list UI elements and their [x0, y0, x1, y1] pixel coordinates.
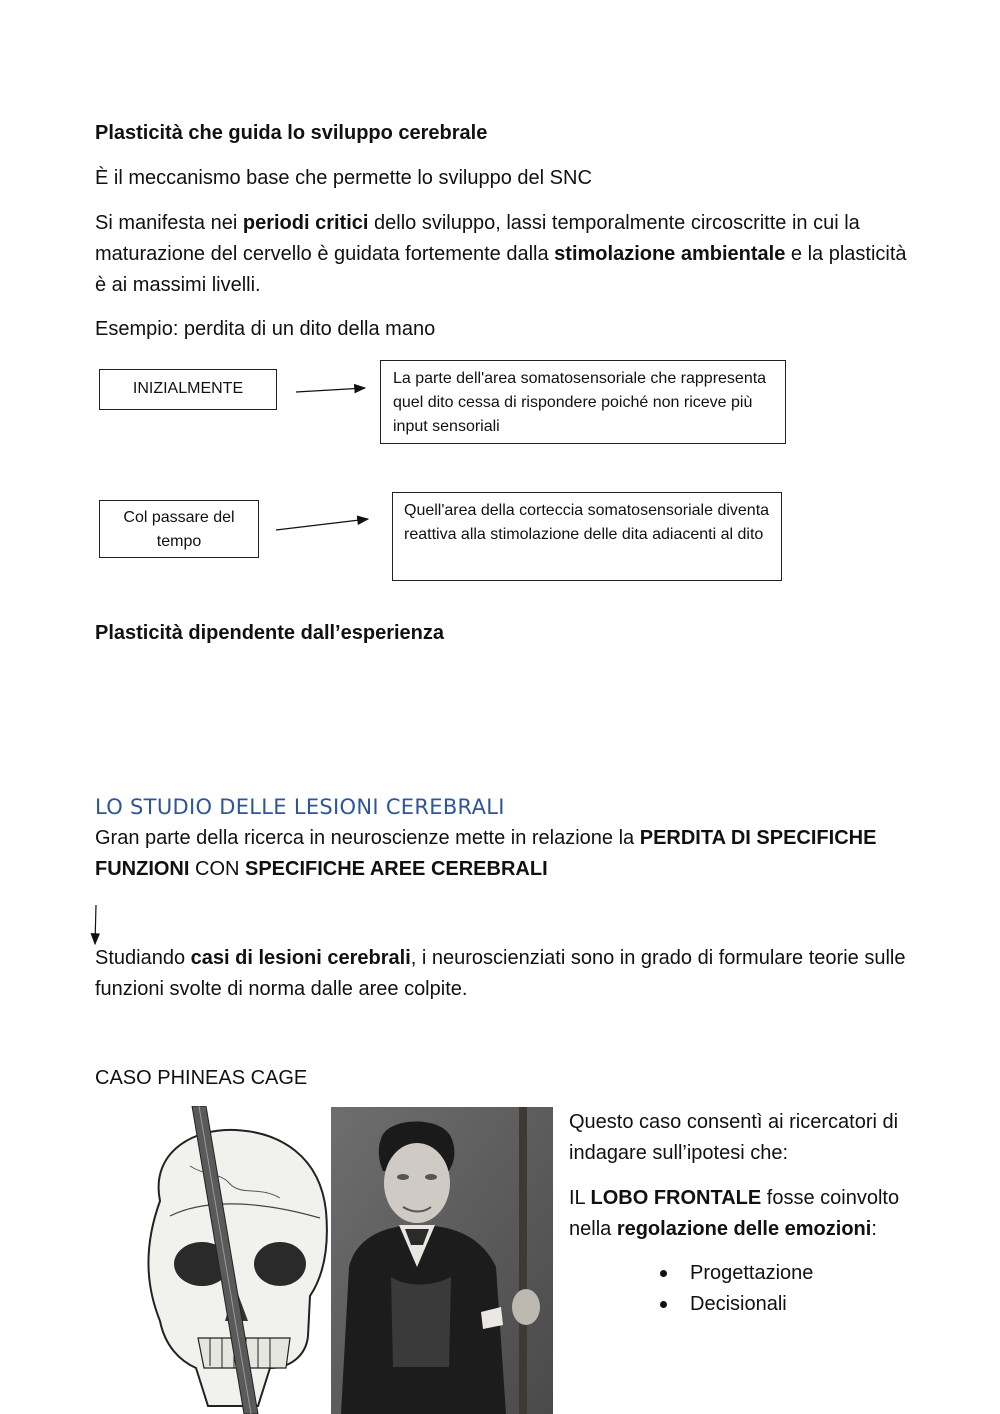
phineas-portrait-photo	[331, 1107, 553, 1414]
case-paragraph-hypothesis: Questo caso consentì ai ricercatori di indagare sull’ipotesi che:	[569, 1111, 899, 1164]
arrow-right-2	[276, 519, 368, 530]
case-bullet-list	[660, 1258, 813, 1320]
diagram-box-over-time: Col passare del tempo	[99, 500, 259, 558]
section-title-brain-lesions: LO STUDIO DELLE LESIONI CEREBRALI	[95, 795, 505, 819]
paragraph-critical-periods: Si manifesta nei periodi critici dello sviluppo, lassi temporalmente circoscritte in cui la maturazione del cervello è guidata fortemente dalla stimolazione ambientale e la plasticità è ai massimi livelli.	[95, 212, 907, 296]
case-paragraph-frontal-lobe: IL LOBO FRONTALE fosse coinvolto nella regolazione delle emozioni:	[569, 1187, 900, 1240]
paragraph-lesion-studies: Studiando casi di lesioni cerebrali, i neuroscienziati sono in grado di formulare teorie sulle funzioni svolte di norma dalle aree colpite.	[95, 947, 906, 1000]
skull-illustration	[130, 1106, 330, 1414]
diagram-box-area-reactive: Quell'area della corteccia somatosensoriale diventa reattiva alla stimolazione delle dita adiacenti al dito	[392, 492, 782, 581]
arrow-right-1	[296, 388, 365, 392]
case-title: CASO PHINEAS CAGE	[95, 1067, 308, 1089]
section-heading-plasticity-development: Plasticità che guida lo sviluppo cerebrale	[95, 122, 488, 144]
diagram-box-area-stops: La parte dell'area somatosensoriale che rappresenta quel dito cessa di rispondere poiché non riceve più input sensoriali	[380, 360, 786, 444]
paragraph-snc: È il meccanismo base che permette lo sviluppo del SNC	[95, 167, 592, 189]
paragraph-function-loss: Gran parte della ricerca in neuroscienze mette in relazione la PERDITA DI SPECIFICHE FUNZIONI CON SPECIFICHE AREE CEREBRALI	[95, 827, 877, 880]
paragraph-example: Esempio: perdita di un dito della mano	[95, 318, 436, 340]
diagram-box-initially: INIZIALMENTE	[99, 369, 277, 410]
list-item: Progettazione	[660, 1258, 813, 1289]
section-heading-experience-plasticity: Plasticità dipendente dall’esperienza	[95, 622, 445, 644]
arrow-down	[95, 905, 96, 944]
list-item: Decisionali	[660, 1289, 813, 1320]
